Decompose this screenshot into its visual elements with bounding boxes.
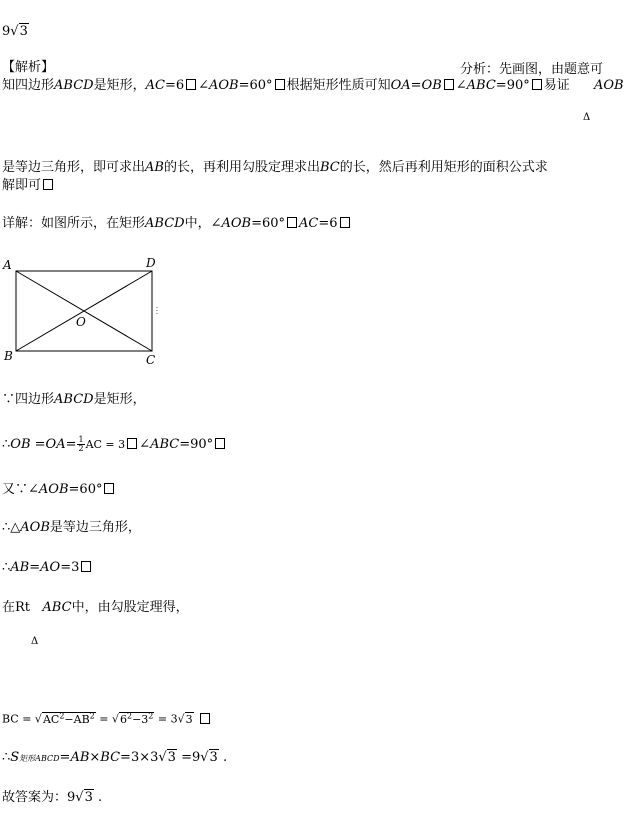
step-6: 在Rt ABC中，由勾股定理得，	[2, 600, 189, 615]
missing-glyph-box	[444, 79, 454, 90]
analysis-line-1: 知四边形ABCD是矩形，AC=6 ∠AOB=60° 根据矩形性质可知OA=OB ∠ABC=90° 易证	[2, 78, 570, 93]
step-1: ∵四边形ABCD是矩形，	[2, 392, 146, 407]
label-a: A	[3, 258, 12, 272]
missing-glyph-box	[104, 483, 114, 494]
step-5: ∴AB=AO=3	[2, 560, 93, 576]
step-4: ∴△AOB是等边三角形，	[2, 520, 141, 535]
top-answer: 9√3	[2, 24, 28, 39]
triangle-symbol: Δ	[31, 636, 39, 647]
final-answer: 故答案为：9√3 .	[2, 790, 103, 805]
label-b: B	[4, 349, 13, 363]
step-3: 又∵∠AOB=60°	[2, 482, 116, 498]
missing-glyph-box	[43, 179, 53, 190]
analysis-line-2: 是等边三角形，即可求出AB的长，再利用勾股定理求出BC的长，然后再利用矩形的面积公式求	[2, 160, 548, 175]
missing-glyph-box	[81, 561, 91, 572]
missing-glyph-box	[275, 79, 285, 90]
missing-glyph-box	[287, 217, 297, 228]
analysis-label: 分析：先画图，由题意可	[460, 62, 604, 77]
detail-line: 详解：如图所示，在矩形ABCD中，∠AOB=60° AC=6	[2, 216, 352, 232]
top-answer-coef: 9	[2, 24, 11, 39]
label-c: C	[146, 353, 156, 367]
fraction-half: $\frac{1}{2}$	[78, 435, 84, 453]
step-7-formula: BC = $√AC^2-AB^2 = √6^2-3^2 = 3√3$	[2, 708, 212, 728]
analysis-line-3: 解即可	[2, 178, 55, 194]
step-2: ∴OB =OA= $\frac{1}{2}$ AC = 3 ∠ABC=90°	[2, 436, 227, 453]
missing-glyph-box	[200, 713, 210, 724]
missing-glyph-box	[532, 79, 542, 90]
section-heading: 【解析】	[2, 60, 55, 75]
missing-glyph-box	[127, 438, 137, 449]
rectangle-figure	[0, 256, 170, 368]
label-d: D	[146, 256, 156, 270]
analysis-aob: AOB	[594, 78, 624, 93]
step-8: ∴S矩形ABCD=AB×BC=3×3√3 =9√3 .	[2, 750, 228, 765]
missing-glyph-box	[186, 79, 196, 90]
triangle-symbol: Δ	[583, 112, 591, 123]
label-o: O	[76, 315, 86, 329]
missing-glyph-box	[215, 438, 225, 449]
missing-glyph-box	[340, 217, 350, 228]
top-answer-radicand: 3	[19, 24, 28, 39]
